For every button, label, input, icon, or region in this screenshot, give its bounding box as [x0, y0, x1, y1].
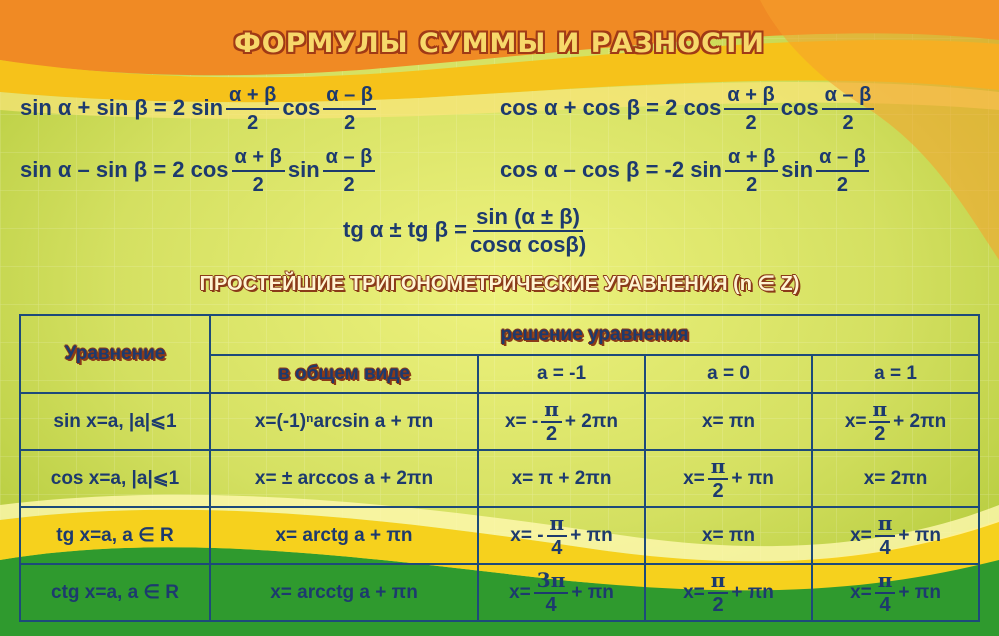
denominator: cosα cosβ) [469, 232, 587, 257]
denominator: 4 [879, 536, 891, 559]
formula-difference-of-sines [20, 144, 378, 198]
cell-eq: tg x=a, a ∈ R [20, 507, 210, 564]
fraction [534, 569, 569, 617]
denominator: 4 [545, 593, 557, 616]
numerator: π [869, 398, 890, 423]
cell-am1 [478, 507, 645, 564]
fraction [547, 512, 568, 560]
table-row [20, 507, 979, 564]
table-body [20, 393, 979, 621]
fraction [875, 569, 896, 617]
numerator: π [708, 569, 729, 594]
denominator: 2 [712, 593, 724, 616]
fraction [725, 144, 778, 198]
solution-suffix: + πn [731, 581, 774, 603]
denominator: 2 [546, 422, 558, 445]
formula-mid: sin [287, 156, 320, 182]
header-a-minus-1: a = -1 [478, 355, 645, 393]
table-row [20, 393, 979, 450]
numerator: π [875, 512, 896, 537]
page-title: ФОРМУЛЫ СУММЫ И РАЗНОСТИ [234, 28, 765, 59]
numerator: α – β [822, 82, 875, 110]
numerator: π [708, 455, 729, 480]
denominator: 2 [874, 422, 886, 445]
cell-a1 [812, 507, 979, 564]
solution-suffix: + πn [898, 581, 941, 603]
formula-sum-of-tangents [343, 204, 589, 258]
solution-prefix: x= - [504, 410, 539, 432]
numerator: α + β [226, 82, 279, 110]
denominator: 4 [551, 536, 563, 559]
solution-prefix: x= - [510, 524, 544, 546]
header-general: в общем виде [210, 355, 478, 393]
cell-a0 [645, 450, 812, 507]
formula-mid: cos [780, 94, 819, 120]
cell-a0: x= πn [645, 507, 812, 564]
fraction [470, 204, 586, 258]
section-subtitle: ПРОСТЕЙШИЕ ТРИГОНОМЕТРИЧЕСКИЕ УРАВНЕНИЯ (n ∈ Z) [199, 273, 800, 295]
formula-left: sin α – sin β = 2 cos [20, 156, 229, 182]
solution-prefix: x= [509, 581, 531, 603]
numerator: α – β [323, 82, 376, 110]
numerator: α – β [323, 144, 376, 172]
formula-sum-of-cosines [500, 82, 877, 136]
denominator: 2 [746, 174, 758, 196]
denominator: 2 [247, 112, 259, 134]
numerator: α – β [816, 144, 869, 172]
numerator: 3π [534, 569, 569, 594]
cell-general: x=(-1)ⁿarcsin a + πn [210, 393, 478, 450]
cell-a0: x= πn [645, 393, 812, 450]
denominator: 2 [343, 174, 355, 196]
numerator: α + β [724, 82, 777, 110]
numerator: π [875, 569, 896, 594]
numerator: α + β [725, 144, 778, 172]
denominator: 2 [252, 174, 264, 196]
fraction [226, 82, 279, 136]
header-a-0: a = 0 [645, 355, 812, 393]
solution-suffix: + πn [571, 581, 614, 603]
cell-general: x= arcctg a + πn [210, 564, 478, 621]
formula-left: tg α ± tg β = [343, 216, 467, 242]
cell-general: x= arctg a + πn [210, 507, 478, 564]
fraction [869, 398, 890, 446]
solution-prefix: x= [683, 467, 705, 489]
fraction [708, 569, 729, 617]
cell-a0 [645, 564, 812, 621]
fraction [232, 144, 285, 198]
denominator: 2 [842, 112, 854, 134]
solution-prefix: x= [683, 581, 705, 603]
fraction [822, 82, 875, 136]
header-a-1: a = 1 [812, 355, 979, 393]
denominator: 2 [745, 112, 757, 134]
denominator: 2 [344, 112, 356, 134]
fraction [875, 512, 896, 560]
cell-a1 [812, 564, 979, 621]
numerator: α + β [232, 144, 285, 172]
header-equation: Уравнение [20, 315, 210, 393]
formula-left: cos α – cos β = -2 sin [500, 156, 722, 182]
solution-suffix: + 2πn [564, 410, 619, 432]
fraction [816, 144, 869, 198]
formula-difference-of-cosines [500, 144, 872, 198]
solution-suffix: + πn [570, 524, 613, 546]
numerator: π [541, 398, 562, 423]
numerator: π [547, 512, 568, 537]
formula-left: cos α + cos β = 2 cos [500, 94, 722, 120]
fraction [323, 144, 376, 198]
header-solution: решение уравнения [210, 315, 979, 355]
table-row [20, 564, 979, 621]
solution-prefix: x= [844, 410, 867, 432]
formula-mid: sin [781, 156, 814, 182]
solution-prefix: x= [850, 524, 872, 546]
table-header-row [20, 315, 979, 355]
cell-am1 [478, 393, 645, 450]
solution-suffix: + πn [731, 467, 774, 489]
cell-eq: sin x=a, |a|⩽1 [20, 393, 210, 450]
cell-general: x= ± arccos a + 2πn [210, 450, 478, 507]
fraction [724, 82, 777, 136]
denominator: 2 [712, 479, 724, 502]
formula-sum-of-sines [20, 82, 379, 136]
solution-suffix: + πn [898, 524, 941, 546]
formula-mid: cos [282, 94, 321, 120]
denominator: 2 [836, 174, 849, 196]
numerator: sin (α ± β) [473, 204, 583, 232]
cell-am1 [478, 564, 645, 621]
table-row [20, 450, 979, 507]
fraction [708, 455, 729, 503]
cell-a1: x= 2πn [812, 450, 979, 507]
cell-a1 [812, 393, 979, 450]
denominator: 4 [879, 593, 891, 616]
cell-am1: x= π + 2πn [478, 450, 645, 507]
solution-prefix: x= [850, 581, 872, 603]
fraction [323, 82, 376, 136]
solution-suffix: + 2πn [893, 410, 947, 432]
formula-left: sin α + sin β = 2 sin [20, 94, 224, 120]
cell-eq: cos x=a, |a|⩽1 [20, 450, 210, 507]
equations-table [19, 314, 980, 622]
fraction [541, 398, 562, 446]
cell-eq: ctg x=a, a ∈ R [20, 564, 210, 621]
